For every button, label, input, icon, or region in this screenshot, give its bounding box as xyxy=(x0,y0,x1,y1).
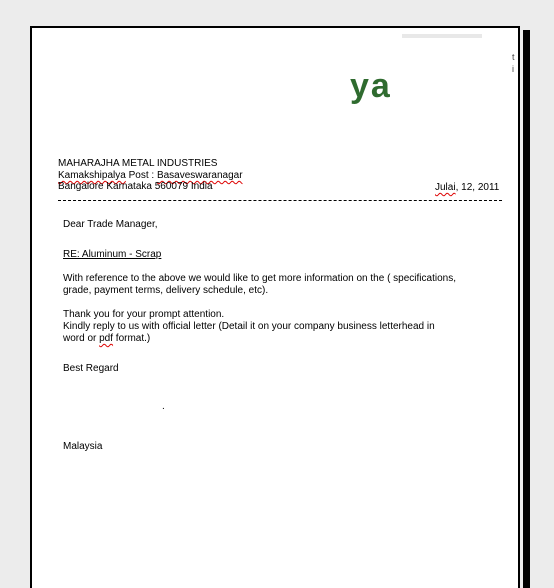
paragraph-2-line-3 xyxy=(63,333,150,345)
date-rest: , 12, 2011 xyxy=(455,182,500,193)
letter-date xyxy=(435,182,499,194)
signature-dot: . xyxy=(162,401,165,412)
separator-line xyxy=(58,200,502,201)
address-place: Kamakshipalya xyxy=(58,170,126,181)
line-3-start: word or xyxy=(63,333,100,344)
document-page xyxy=(30,26,520,588)
company-logo: ya xyxy=(350,67,392,105)
page-shadow xyxy=(523,30,530,588)
edge-mark-1: t xyxy=(512,52,515,62)
edge-mark-2: i xyxy=(512,64,514,74)
date-month: Julai xyxy=(435,182,456,193)
pdf-word: pdf xyxy=(99,333,114,344)
company-name: MAHARAJHA METAL INDUSTRIES xyxy=(58,158,218,169)
paragraph-1-line-2: grade, payment terms, delivery schedule, etc). xyxy=(63,285,269,296)
address-post: Post : xyxy=(125,170,157,181)
greeting: Dear Trade Manager, xyxy=(63,219,158,230)
address-line-2: Bangalore Karnataka 560079 India xyxy=(58,181,213,192)
line-3-end: format.) xyxy=(113,333,151,344)
subject-line: RE: Aluminum - Scrap xyxy=(63,249,162,260)
paragraph-2-line-2: Kindly reply to us with official letter (Detail it on your company business letterhead in xyxy=(63,321,435,332)
address-area: Basaveswaranagar xyxy=(156,170,243,181)
header-fragment xyxy=(402,34,482,38)
closing: Best Regard xyxy=(63,363,119,374)
paragraph-1-line-1: With reference to the above we would like to get more information on the ( specifications, xyxy=(63,273,456,284)
country: Malaysia xyxy=(63,441,103,452)
paragraph-2-line-1: Thank you for your prompt attention. xyxy=(63,309,225,320)
